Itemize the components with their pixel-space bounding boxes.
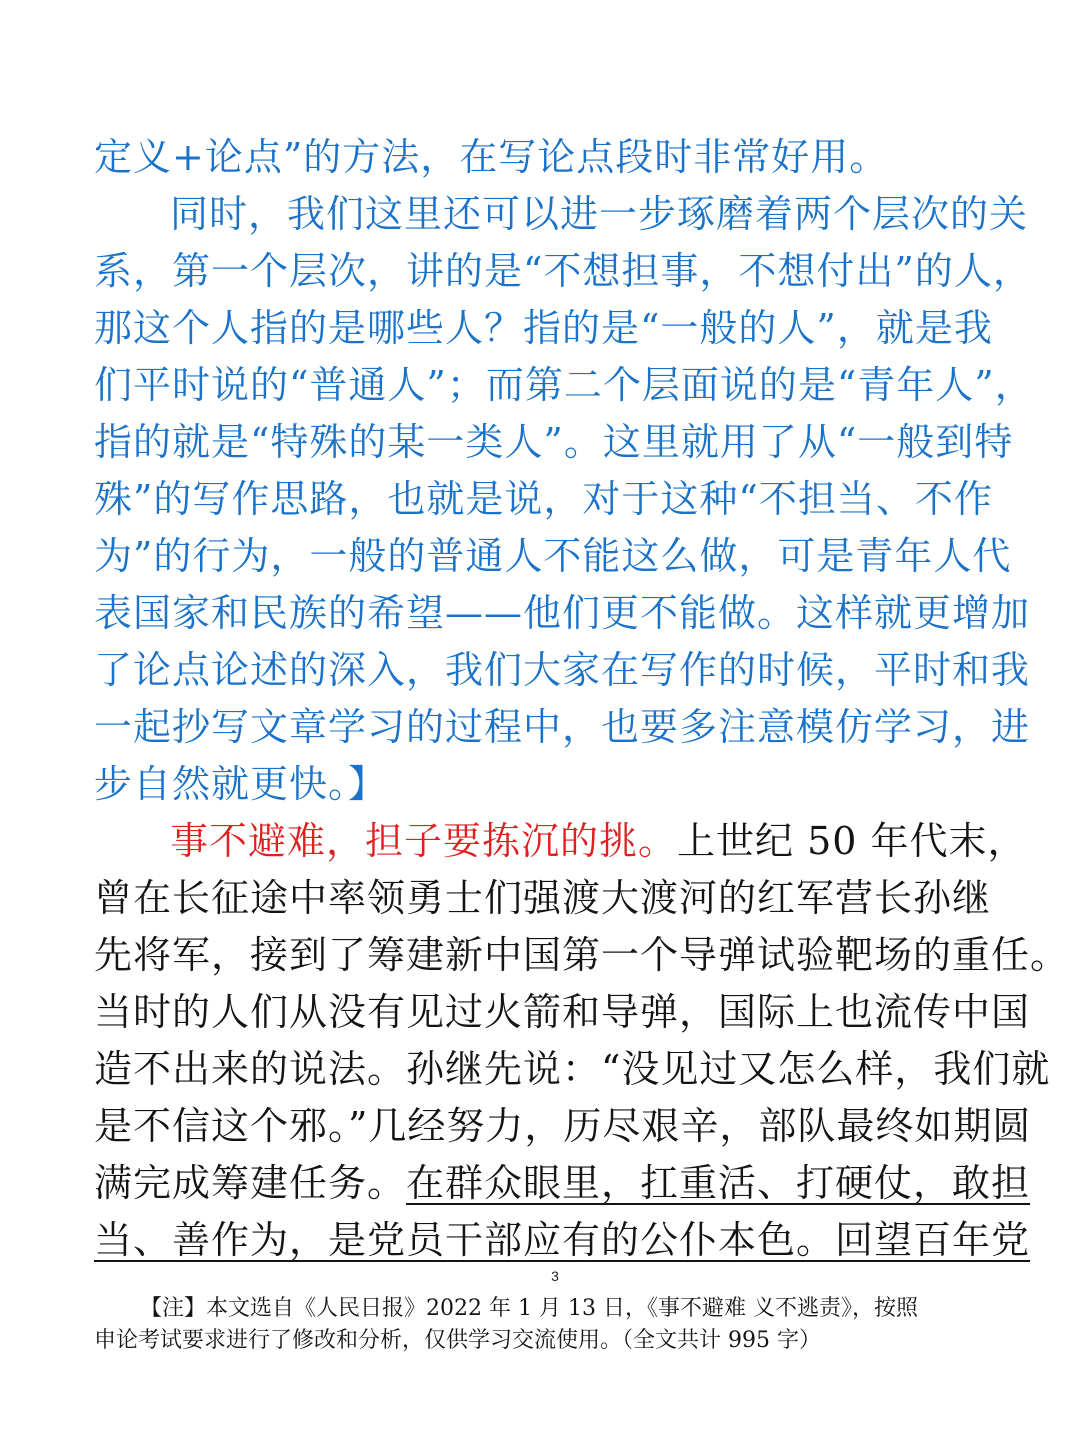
page-number: 3 [551,1268,559,1284]
underlined-text: 当、善作为，是党员干部应有的公仆本色。 [94,1218,836,1262]
blue-text-line: 殊”的写作思路，也就是说，对于这种“不担当、不作 [94,477,993,521]
footnote-line: 【注】本文选自《人民日报》2022 年 1 月 13 日，《事不避难 义不逃责》，按照 [140,1296,918,1321]
footnote-line: 申论考试要求进行了修改和分析，仅供学习交流使用。（全文共计 995 字） [94,1328,821,1353]
paragraph-first-line [170,818,1070,864]
black-text-line: 造不出来的说法。孙继先说：“没见过又怎么样，我们就 [94,1047,1051,1091]
blue-text-line: 了论点论述的深入，我们大家在写作的时候，平时和我 [94,648,1031,692]
blue-text-line: 指的就是“特殊的某一类人”。这里就用了从“一般到特 [94,420,1014,464]
blue-text-line: 同时，我们这里还可以进一步琢磨着两个层次的关 [170,192,1029,236]
blue-text-line: 们平时说的“普通人”；而第二个层面说的是“青年人”， [94,363,1034,407]
black-text-line: 先将军，接到了筹建新中国第一个导弹试验靶场的重任。 [94,933,1070,977]
black-text-line: 曾在长征途中率领勇士们强渡大渡河的红军营长孙继 [94,876,992,920]
black-text-line: 是不信这个邪。”几经努力，历尽艰辛，部队最终如期圆 [94,1104,1032,1148]
blue-text-line: 系，第一个层次，讲的是“不想担事，不想付出”的人， [94,249,1032,293]
black-text: 满完成筹建任务。 [94,1161,407,1205]
mixed-text-line [94,1160,1031,1206]
blue-text-line: 一起抄写文章学习的过程中，也要多注意模仿学习，进 [94,705,1031,749]
blue-text-line: 那这个人指的是哪些人？指的是“一般的人”，就是我 [94,306,993,350]
black-text: 回望百年党 [835,1218,1031,1262]
blue-text-line: 为”的行为，一般的普通人不能这么做，可是青年人代 [94,534,1012,578]
blue-text-line: 表国家和民族的希望——他们更不能做。这样就更增加 [94,591,1031,635]
red-heading: 事不避难，担子要拣沉的挑。 [170,819,678,863]
underlined-text: 在群众眼里，扛重活、打硬仗，敢担 [406,1161,1031,1205]
black-text: 上世纪 50 年代末， [677,819,1027,863]
blue-text-line: 步自然就更快。】 [94,762,388,806]
blue-text-line: 定义+论点”的方法，在写论点段时非常好用。 [94,135,889,179]
black-text-line: 当时的人们从没有见过火箭和导弹，国际上也流传中国 [94,990,1031,1034]
mixed-text-line [94,1217,1031,1263]
